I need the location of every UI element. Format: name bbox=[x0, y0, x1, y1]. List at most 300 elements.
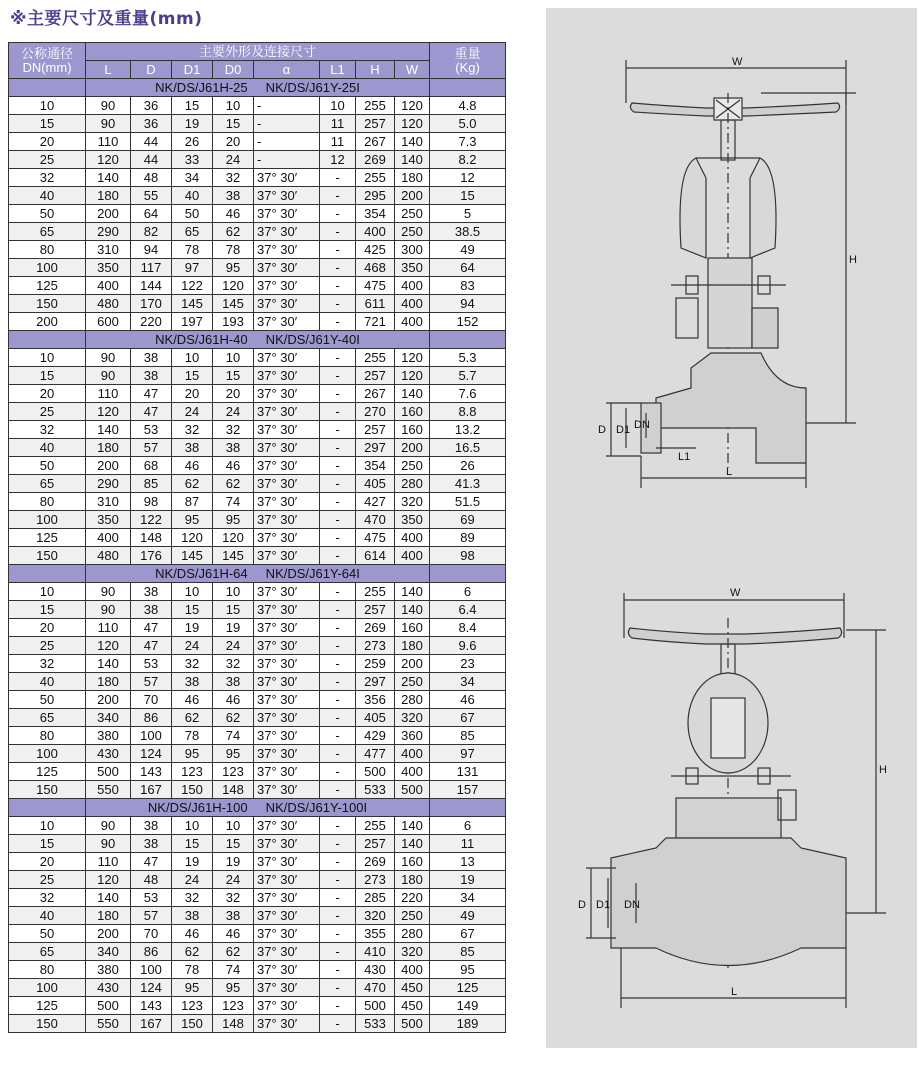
table-cell: - bbox=[320, 403, 356, 421]
table-cell: 24 bbox=[213, 151, 254, 169]
table-cell: 120 bbox=[86, 151, 131, 169]
table-cell: 55 bbox=[131, 187, 172, 205]
label-w-bottom: W bbox=[730, 587, 741, 599]
table-cell: 100 bbox=[9, 259, 86, 277]
table-cell: 480 bbox=[86, 547, 131, 565]
table-cell: 62 bbox=[213, 943, 254, 961]
table-cell: - bbox=[320, 421, 356, 439]
table-cell: 37° 30′ bbox=[254, 223, 320, 241]
table-cell: 47 bbox=[131, 853, 172, 871]
table-cell: 37° 30′ bbox=[254, 709, 320, 727]
table-cell: 10 bbox=[213, 817, 254, 835]
column-header: D0 bbox=[213, 61, 254, 79]
table-row bbox=[9, 187, 506, 205]
table-cell: 197 bbox=[172, 313, 213, 331]
table-cell: 150 bbox=[172, 781, 213, 799]
table-cell: 8.2 bbox=[430, 151, 506, 169]
table-cell: 32 bbox=[9, 421, 86, 439]
table-cell: 37° 30′ bbox=[254, 187, 320, 205]
table-cell: 180 bbox=[395, 871, 430, 889]
table-cell: 10 bbox=[213, 97, 254, 115]
table-cell: 400 bbox=[395, 961, 430, 979]
table-cell: 38 bbox=[131, 835, 172, 853]
table-cell: - bbox=[320, 205, 356, 223]
table-cell: 120 bbox=[213, 529, 254, 547]
table-row bbox=[9, 1015, 506, 1033]
table-cell: 94 bbox=[430, 295, 506, 313]
table-cell: 405 bbox=[356, 709, 395, 727]
table-cell: 320 bbox=[395, 943, 430, 961]
table-cell: 110 bbox=[86, 133, 131, 151]
table-cell: 477 bbox=[356, 745, 395, 763]
table-cell: 24 bbox=[213, 871, 254, 889]
table-cell: - bbox=[254, 115, 320, 133]
table-cell: 350 bbox=[395, 511, 430, 529]
table-cell: 32 bbox=[172, 421, 213, 439]
table-cell: 19 bbox=[172, 853, 213, 871]
table-cell: 98 bbox=[131, 493, 172, 511]
table-cell: 9.6 bbox=[430, 637, 506, 655]
table-cell: 97 bbox=[172, 259, 213, 277]
table-cell: 33 bbox=[172, 151, 213, 169]
table-cell: 47 bbox=[131, 385, 172, 403]
table-cell: 120 bbox=[395, 97, 430, 115]
table-cell: 10 bbox=[172, 817, 213, 835]
table-cell: 46 bbox=[172, 691, 213, 709]
table-cell: 614 bbox=[356, 547, 395, 565]
table-cell: 86 bbox=[131, 943, 172, 961]
table-cell: 500 bbox=[395, 1015, 430, 1033]
weight-header: 重量 (Kg) bbox=[430, 43, 506, 79]
table-cell: 255 bbox=[356, 169, 395, 187]
table-cell: 150 bbox=[9, 547, 86, 565]
table-cell: 721 bbox=[356, 313, 395, 331]
table-cell: 25 bbox=[9, 403, 86, 421]
table-cell: 47 bbox=[131, 637, 172, 655]
table-cell: 259 bbox=[356, 655, 395, 673]
table-cell: 180 bbox=[86, 439, 131, 457]
table-row bbox=[9, 655, 506, 673]
table-cell: 32 bbox=[172, 889, 213, 907]
table-row bbox=[9, 133, 506, 151]
table-cell: 189 bbox=[430, 1015, 506, 1033]
table-cell: 280 bbox=[395, 925, 430, 943]
table-cell: 200 bbox=[9, 313, 86, 331]
table-cell: 44 bbox=[131, 151, 172, 169]
table-cell: - bbox=[320, 277, 356, 295]
table-cell: 340 bbox=[86, 943, 131, 961]
table-cell: 280 bbox=[395, 691, 430, 709]
table-cell: 38 bbox=[131, 601, 172, 619]
table-cell: 450 bbox=[395, 997, 430, 1015]
table-cell: 78 bbox=[172, 961, 213, 979]
table-cell: 57 bbox=[131, 907, 172, 925]
table-row bbox=[9, 763, 506, 781]
table-cell: 53 bbox=[131, 889, 172, 907]
table-cell: 19 bbox=[172, 115, 213, 133]
table-cell: 85 bbox=[131, 475, 172, 493]
table-cell: 50 bbox=[9, 457, 86, 475]
table-cell: 120 bbox=[86, 403, 131, 421]
table-cell: 360 bbox=[395, 727, 430, 745]
table-cell: 37° 30′ bbox=[254, 457, 320, 475]
table-cell: 80 bbox=[9, 961, 86, 979]
table-cell: 20 bbox=[9, 385, 86, 403]
table-cell: 131 bbox=[430, 763, 506, 781]
table-cell: 41.3 bbox=[430, 475, 506, 493]
table-cell: 15 bbox=[430, 187, 506, 205]
model-section-header bbox=[9, 565, 506, 583]
table-cell: 123 bbox=[172, 763, 213, 781]
table-cell: 25 bbox=[9, 151, 86, 169]
table-cell: 37° 30′ bbox=[254, 403, 320, 421]
table-cell: 6 bbox=[430, 817, 506, 835]
table-cell: 32 bbox=[213, 421, 254, 439]
table-cell: 400 bbox=[395, 313, 430, 331]
table-cell: 37° 30′ bbox=[254, 691, 320, 709]
model-section-header bbox=[9, 331, 506, 349]
table-cell: 97 bbox=[430, 745, 506, 763]
table-cell: 37° 30′ bbox=[254, 205, 320, 223]
table-cell: 20 bbox=[9, 619, 86, 637]
table-cell: 19 bbox=[430, 871, 506, 889]
table-row bbox=[9, 637, 506, 655]
table-cell: 350 bbox=[86, 259, 131, 277]
table-cell: 25 bbox=[9, 871, 86, 889]
table-row bbox=[9, 781, 506, 799]
table-cell: - bbox=[254, 133, 320, 151]
table-cell: - bbox=[320, 817, 356, 835]
table-cell: 255 bbox=[356, 583, 395, 601]
table-cell: 48 bbox=[131, 169, 172, 187]
table-cell: 37° 30′ bbox=[254, 853, 320, 871]
page-title: ※主要尺寸及重量(mm) bbox=[10, 9, 203, 29]
table-cell: 89 bbox=[430, 529, 506, 547]
table-cell: 500 bbox=[356, 763, 395, 781]
model-section-header bbox=[9, 799, 506, 817]
table-cell: 37° 30′ bbox=[254, 889, 320, 907]
table-cell: 150 bbox=[9, 1015, 86, 1033]
table-cell: 430 bbox=[86, 745, 131, 763]
label-w-top: W bbox=[732, 56, 743, 68]
table-row bbox=[9, 817, 506, 835]
table-cell: 140 bbox=[86, 655, 131, 673]
label-h-bottom: H bbox=[879, 764, 887, 776]
table-cell: 5.0 bbox=[430, 115, 506, 133]
valve-diagram-bottom bbox=[586, 593, 886, 1008]
table-row bbox=[9, 709, 506, 727]
table-cell: 145 bbox=[213, 295, 254, 313]
column-header: D1 bbox=[172, 61, 213, 79]
table-cell: 267 bbox=[356, 133, 395, 151]
table-cell: 68 bbox=[131, 457, 172, 475]
table-cell: 90 bbox=[86, 97, 131, 115]
table-cell: 140 bbox=[395, 151, 430, 169]
label-l-bottom: L bbox=[731, 986, 738, 998]
table-cell: 19 bbox=[213, 619, 254, 637]
table-cell: 80 bbox=[9, 241, 86, 259]
table-row bbox=[9, 511, 506, 529]
table-cell: - bbox=[320, 763, 356, 781]
table-cell: 90 bbox=[86, 817, 131, 835]
table-cell: 257 bbox=[356, 601, 395, 619]
table-cell: 297 bbox=[356, 673, 395, 691]
column-header: W bbox=[395, 61, 430, 79]
label-d-top: D bbox=[598, 424, 606, 436]
table-cell: 67 bbox=[430, 709, 506, 727]
table-cell: - bbox=[320, 781, 356, 799]
table-cell: 15 bbox=[213, 601, 254, 619]
model-section-title: NK/DS/J61H-100 NK/DS/J61Y-100I bbox=[86, 799, 430, 817]
table-cell: 36 bbox=[131, 115, 172, 133]
table-row bbox=[9, 457, 506, 475]
table-cell: 70 bbox=[131, 925, 172, 943]
table-cell: 19 bbox=[213, 853, 254, 871]
table-cell: 10 bbox=[213, 349, 254, 367]
table-cell: 95 bbox=[213, 259, 254, 277]
table-row bbox=[9, 421, 506, 439]
table-cell: 600 bbox=[86, 313, 131, 331]
table-cell: 145 bbox=[213, 547, 254, 565]
table-cell: 180 bbox=[395, 637, 430, 655]
table-cell: 193 bbox=[213, 313, 254, 331]
table-cell: 57 bbox=[131, 439, 172, 457]
table-row bbox=[9, 97, 506, 115]
table-row bbox=[9, 259, 506, 277]
table-cell: 355 bbox=[356, 925, 395, 943]
table-cell: 95 bbox=[172, 745, 213, 763]
column-header: α bbox=[254, 61, 320, 79]
table-cell: 120 bbox=[395, 349, 430, 367]
table-cell: 95 bbox=[430, 961, 506, 979]
table-cell: 122 bbox=[131, 511, 172, 529]
table-row bbox=[9, 691, 506, 709]
table-cell: 32 bbox=[172, 655, 213, 673]
table-cell: 20 bbox=[172, 385, 213, 403]
table-cell: - bbox=[320, 367, 356, 385]
table-cell: 65 bbox=[9, 943, 86, 961]
table-cell: 95 bbox=[213, 511, 254, 529]
table-cell: - bbox=[320, 169, 356, 187]
table-cell: 250 bbox=[395, 907, 430, 925]
table-cell: - bbox=[320, 961, 356, 979]
table-body bbox=[9, 43, 506, 1033]
model-section-title: NK/DS/J61H-40 NK/DS/J61Y-40I bbox=[86, 331, 430, 349]
table-cell: 36 bbox=[131, 97, 172, 115]
table-cell: 470 bbox=[356, 979, 395, 997]
table-cell: 400 bbox=[395, 745, 430, 763]
table-cell: 24 bbox=[213, 637, 254, 655]
table-row bbox=[9, 727, 506, 745]
table-cell: 297 bbox=[356, 439, 395, 457]
table-cell: 430 bbox=[86, 979, 131, 997]
table-row bbox=[9, 205, 506, 223]
table-cell: 255 bbox=[356, 817, 395, 835]
table-row bbox=[9, 583, 506, 601]
table-cell: 13 bbox=[430, 853, 506, 871]
table-row bbox=[9, 835, 506, 853]
table-cell: 95 bbox=[172, 511, 213, 529]
table-cell: 15 bbox=[213, 115, 254, 133]
label-l1-top: L1 bbox=[678, 451, 691, 463]
table-cell: 40 bbox=[172, 187, 213, 205]
table-cell: 38 bbox=[213, 439, 254, 457]
table-cell: 176 bbox=[131, 547, 172, 565]
table-cell: 500 bbox=[86, 997, 131, 1015]
table-cell: 380 bbox=[86, 961, 131, 979]
table-cell: 200 bbox=[86, 691, 131, 709]
table-cell: 280 bbox=[395, 475, 430, 493]
table-cell: 120 bbox=[86, 637, 131, 655]
table-cell: - bbox=[254, 151, 320, 169]
table-cell: 149 bbox=[430, 997, 506, 1015]
table-cell: 100 bbox=[9, 745, 86, 763]
table-cell: 10 bbox=[213, 583, 254, 601]
table-cell: 34 bbox=[430, 889, 506, 907]
table-cell: 140 bbox=[86, 421, 131, 439]
table-cell: - bbox=[320, 295, 356, 313]
table-cell: 10 bbox=[9, 583, 86, 601]
table-cell: 167 bbox=[131, 781, 172, 799]
spacer-cell bbox=[430, 79, 506, 97]
table-row bbox=[9, 295, 506, 313]
table-row bbox=[9, 547, 506, 565]
table-cell: - bbox=[320, 223, 356, 241]
table-cell: 46 bbox=[213, 925, 254, 943]
table-cell: 290 bbox=[86, 475, 131, 493]
table-cell: 47 bbox=[131, 403, 172, 421]
table-cell: 123 bbox=[213, 763, 254, 781]
table-cell: 95 bbox=[213, 979, 254, 997]
table-cell: 38 bbox=[172, 907, 213, 925]
table-cell: - bbox=[320, 583, 356, 601]
table-cell: 50 bbox=[9, 691, 86, 709]
table-cell: 37° 30′ bbox=[254, 763, 320, 781]
spacer-cell bbox=[430, 799, 506, 817]
table-cell: 257 bbox=[356, 835, 395, 853]
table-cell: - bbox=[320, 889, 356, 907]
column-header: H bbox=[356, 61, 395, 79]
table-row bbox=[9, 385, 506, 403]
dimension-group-header: 主要外形及连接尺寸 bbox=[86, 43, 430, 61]
spacer-cell bbox=[9, 565, 86, 583]
table-cell: - bbox=[320, 1015, 356, 1033]
table-cell: 46 bbox=[430, 691, 506, 709]
table-cell: 37° 30′ bbox=[254, 601, 320, 619]
table-cell: - bbox=[320, 349, 356, 367]
table-cell: 429 bbox=[356, 727, 395, 745]
table-cell: - bbox=[254, 97, 320, 115]
spacer-cell bbox=[9, 331, 86, 349]
table-cell: 295 bbox=[356, 187, 395, 205]
table-cell: 90 bbox=[86, 349, 131, 367]
table-row bbox=[9, 169, 506, 187]
table-cell: 15 bbox=[172, 601, 213, 619]
table-cell: 37° 30′ bbox=[254, 421, 320, 439]
table-cell: 533 bbox=[356, 1015, 395, 1033]
table-cell: - bbox=[320, 313, 356, 331]
table-cell: 62 bbox=[213, 223, 254, 241]
table-cell: 69 bbox=[430, 511, 506, 529]
table-row bbox=[9, 619, 506, 637]
table-cell: 50 bbox=[9, 205, 86, 223]
table-cell: 38 bbox=[131, 349, 172, 367]
table-row bbox=[9, 889, 506, 907]
spacer-cell bbox=[430, 565, 506, 583]
table-cell: - bbox=[320, 547, 356, 565]
table-cell: 46 bbox=[213, 691, 254, 709]
table-cell: 95 bbox=[213, 745, 254, 763]
table-cell: 37° 30′ bbox=[254, 169, 320, 187]
table-cell: 65 bbox=[9, 475, 86, 493]
table-row bbox=[9, 871, 506, 889]
table-cell: 37° 30′ bbox=[254, 511, 320, 529]
table-cell: 24 bbox=[172, 403, 213, 421]
table-cell: 10 bbox=[9, 817, 86, 835]
table-cell: 125 bbox=[430, 979, 506, 997]
table-cell: 550 bbox=[86, 781, 131, 799]
table-cell: 124 bbox=[131, 745, 172, 763]
table-cell: 65 bbox=[9, 709, 86, 727]
table-cell: 611 bbox=[356, 295, 395, 313]
table-cell: - bbox=[320, 997, 356, 1015]
table-cell: 468 bbox=[356, 259, 395, 277]
table-cell: 78 bbox=[213, 241, 254, 259]
table-cell: 67 bbox=[430, 925, 506, 943]
table-cell: - bbox=[320, 493, 356, 511]
table-cell: 150 bbox=[9, 295, 86, 313]
table-cell: 57 bbox=[131, 673, 172, 691]
table-cell: 140 bbox=[86, 169, 131, 187]
table-cell: 37° 30′ bbox=[254, 1015, 320, 1033]
table-cell: 37° 30′ bbox=[254, 673, 320, 691]
table-cell: 270 bbox=[356, 403, 395, 421]
table-cell: 100 bbox=[9, 511, 86, 529]
table-cell: 38 bbox=[172, 673, 213, 691]
table-cell: 37° 30′ bbox=[254, 871, 320, 889]
table-cell: 47 bbox=[131, 619, 172, 637]
table-cell: 125 bbox=[9, 277, 86, 295]
table-cell: - bbox=[320, 259, 356, 277]
table-cell: 405 bbox=[356, 475, 395, 493]
table-cell: 200 bbox=[86, 205, 131, 223]
table-cell: 26 bbox=[172, 133, 213, 151]
table-cell: 380 bbox=[86, 727, 131, 745]
table-cell: 400 bbox=[395, 763, 430, 781]
table-cell: 10 bbox=[172, 583, 213, 601]
column-header: L bbox=[86, 61, 131, 79]
table-cell: 15 bbox=[172, 97, 213, 115]
table-cell: 110 bbox=[86, 619, 131, 637]
table-cell: 15 bbox=[9, 601, 86, 619]
table-cell: - bbox=[320, 241, 356, 259]
table-cell: 143 bbox=[131, 997, 172, 1015]
table-cell: 8.4 bbox=[430, 619, 506, 637]
table-cell: 120 bbox=[86, 871, 131, 889]
table-cell: 400 bbox=[395, 295, 430, 313]
table-cell: 267 bbox=[356, 385, 395, 403]
spacer-cell bbox=[9, 79, 86, 97]
table-cell: 25 bbox=[9, 637, 86, 655]
table-cell: 400 bbox=[395, 529, 430, 547]
table-cell: 425 bbox=[356, 241, 395, 259]
table-cell: 533 bbox=[356, 781, 395, 799]
table-cell: 40 bbox=[9, 187, 86, 205]
spacer-cell bbox=[9, 799, 86, 817]
table-cell: 98 bbox=[430, 547, 506, 565]
table-cell: 400 bbox=[86, 277, 131, 295]
model-section-header bbox=[9, 79, 506, 97]
